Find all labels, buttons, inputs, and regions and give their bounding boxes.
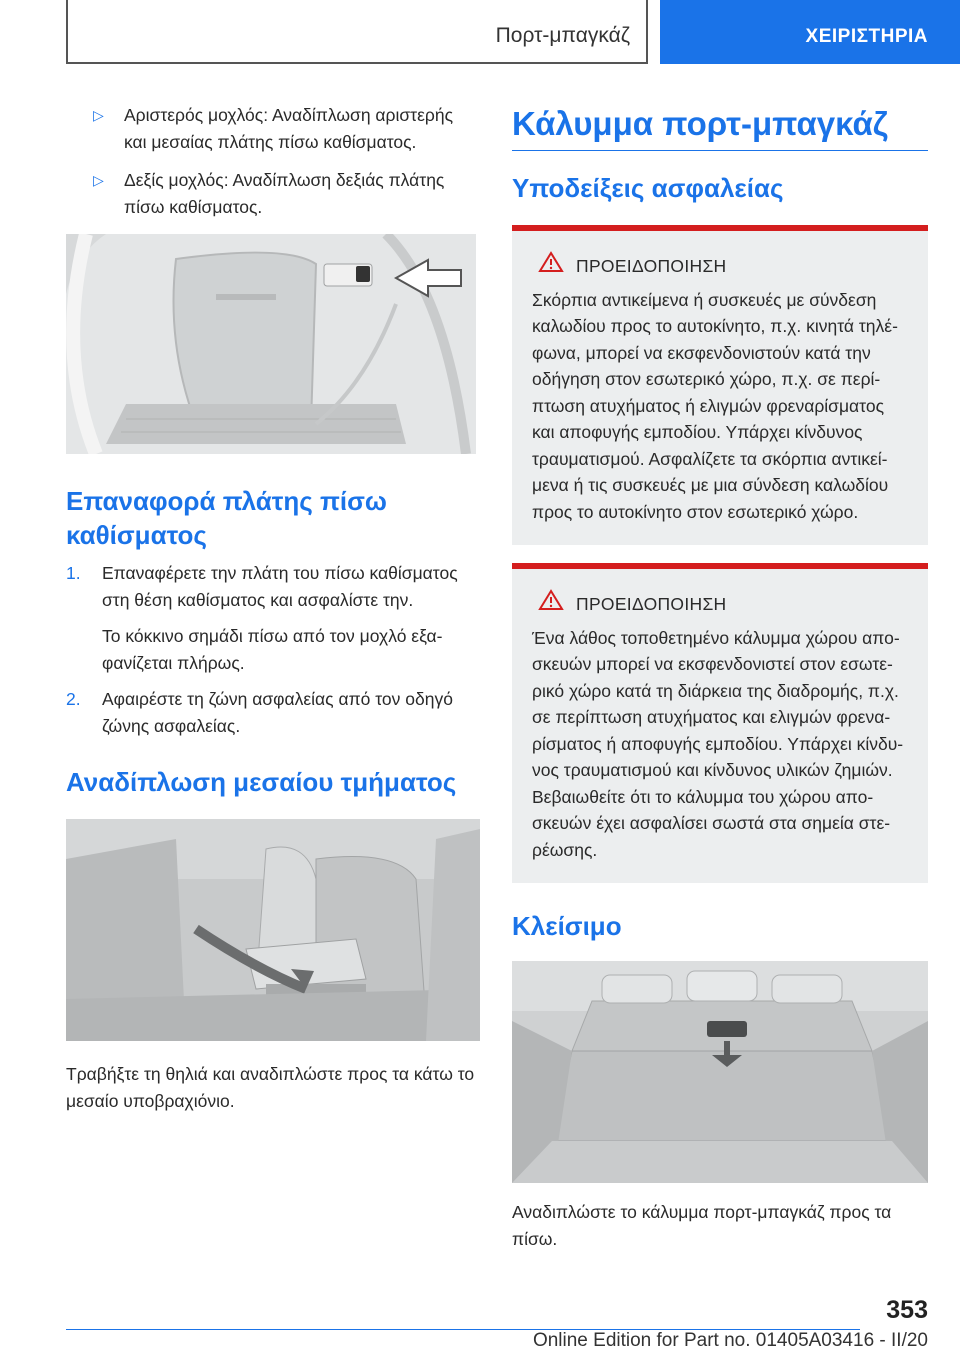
triangle-right-icon: ▷ <box>93 107 104 123</box>
bullet-text: Δεξίς μοχλός: Αναδίπλωση δεξιάς πλάτης πίσω καθίσματος. <box>124 170 445 217</box>
warning-box <box>512 225 928 545</box>
left-column <box>66 102 480 1114</box>
warning-box <box>512 563 928 883</box>
step-text: Επαναφέρετε την πλάτη του πίσω καθίσματος στη θέση καθίσματος και ασφαλίστε την. <box>102 563 458 610</box>
heading-fold-middle: Αναδίπλωση μεσαίου τμήματος <box>66 767 457 797</box>
header-chapter-label: ΧΕΙΡΙΣΤΗΡΙΑ <box>805 26 928 47</box>
warning-title: ΠΡΟΕΙΔΟΠΟΙΗΣΗ <box>576 593 727 614</box>
title-trunk-cover: Κάλυμμα πορτ-μπαγκάζ <box>512 105 888 142</box>
bullet-text: Αριστερός μοχλός: Αναδίπλωση αριστερής και μεσαίας πλάτης πίσω καθίσματος. <box>124 105 454 152</box>
warning-icon <box>538 589 564 619</box>
step-number: 2. <box>66 689 81 709</box>
step-note: Το κόκκινο σημάδι πίσω από τον μοχλό εξαφανίζεται πλήρως. <box>102 626 443 673</box>
bullet-left-lever <box>66 102 480 155</box>
footer-edition: Online Edition for Part no. 01405A03416 - II/20 <box>532 1330 928 1351</box>
middle-armrest-image <box>66 819 480 1041</box>
right-column <box>512 104 928 1252</box>
header-chapter-tab[interactable] <box>660 0 960 64</box>
heading-restore-backrest: Επαναφορά πλάτης πίσω καθίσματος <box>66 486 387 550</box>
warning-text: Σκόρπια αντικείμενα ή συσκευές με σύνδεση καλωδίου προς το αυτοκίνητο, π.χ. κινητά τηλέφωνα, μπορεί να εκσφενδονιστούν κατά την οδήγηση στον εσωτερικό χώρο, π.χ. σε περίπτωση ατυχήματος ή ελιγμών φρεναρίσματος και αποφυγής εμποδίου. Υπάρχει κίνδυνος τραυματισμού. Ασφαλίζετε τα σκόρπια αντικείμενα ή τις συσκευές με μια σύνδεση καλωδίου προς το αυτοκίνητο στον εσωτερικό χώρο. <box>532 289 898 522</box>
heading-safety: Υποδείξεις ασφαλείας <box>512 173 784 203</box>
step-text: Αφαιρέστε τη ζώνη ασφαλείας από τον οδηγό ζώνης ασφαλείας. <box>102 689 453 736</box>
trunk-lever-image <box>66 234 476 454</box>
warning-icon <box>538 251 564 281</box>
triangle-right-icon: ▷ <box>93 172 104 188</box>
bullet-right-lever <box>66 167 480 220</box>
page-number: 353 <box>886 1296 928 1324</box>
step-item <box>66 560 480 613</box>
warning-text: Ένα λάθος τοποθετημένο κάλυμμα χώρου αποσκευών μπορεί να εκσφενδονιστεί στον εσωτερικό χώρο κατά τη διάρκεια της διαδρομής, π.χ. σε περίπτωση ατυχήματος και ελιγμών φρεναρίσματος ή αποφυγής εμποδίου. Υπάρχει κίνδυνος τραυματισμού και κίνδυνος υλικών ζημιών. Βεβαιωθείτε ότι το κάλυμμα του χώρου αποσκευών έχει ασφαλίσει σωστά στα σημεία στερέωσης. <box>532 627 904 860</box>
warning-title: ΠΡΟΕΙΔΟΠΟΙΗΣΗ <box>576 255 727 276</box>
step-item <box>66 686 480 739</box>
close-instruction: Αναδιπλώστε το κάλυμμα πορτ-μπαγκάζ προς τα πίσω. <box>512 1202 892 1249</box>
header-section-box <box>66 0 648 64</box>
heading-closing: Κλείσιμο <box>512 911 622 941</box>
trunk-cover-image <box>512 961 928 1183</box>
middle-instruction: Τραβήξτε τη θηλιά και αναδιπλώστε προς τα κάτω το μεσαίο υποβραχιόνιο. <box>66 1064 475 1111</box>
step-number: 1. <box>66 563 81 583</box>
header-section-title: Πορτ-μπαγκάζ <box>495 24 630 47</box>
